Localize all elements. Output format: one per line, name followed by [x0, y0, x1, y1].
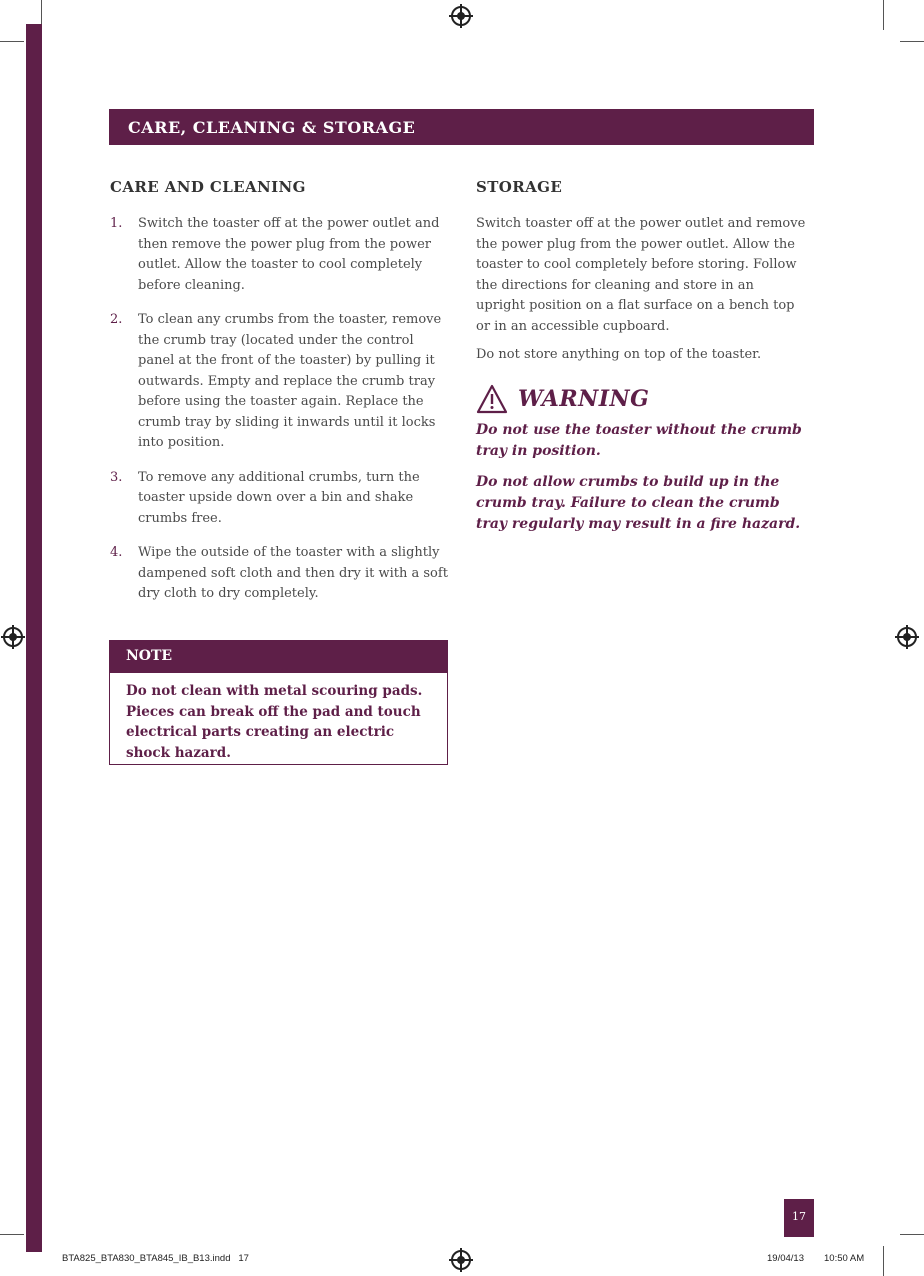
section-title: CARE, CLEANING & STORAGE — [109, 109, 814, 145]
storage-paragraph: Switch toaster off at the power outlet and remove the power plug from the power outlet. Allow the toaster to cool completely before storing. Follow the directions for cleaning and store in an upright position on a flat surface on a bench top or in an accessible cupboard. — [476, 216, 806, 334]
care-step: 4. Wipe the outside of the toaster with a slightly dampened soft cloth and then dry it with a soft dry cloth to dry completely. — [110, 545, 448, 601]
care-step: 2. To clean any crumbs from the toaster, remove the crumb tray (located under the control panel at the front of the toaster) by pulling it outwards. Empty and replace the crumb tray before using the toaster again. Replace the crumb tray by sliding it inwards until it locks into position. — [110, 312, 442, 450]
crop-mark — [0, 1234, 24, 1235]
note-heading: NOTE — [110, 641, 447, 673]
registration-mark-icon — [451, 1250, 471, 1270]
storage-column — [476, 178, 806, 545]
footer-time: 10:50 AM — [824, 1253, 865, 1264]
crop-mark — [0, 41, 24, 42]
crop-mark — [41, 0, 42, 24]
warning-title — [476, 384, 806, 414]
footer-filename: BTA825_BTA830_BTA845_IB_B13.indd 17 — [62, 1253, 249, 1264]
crop-mark — [900, 1234, 924, 1235]
warning-line: Do not allow crumbs to build up in the crumb tray. Failure to clean the crumb tray regularly may result in a fire hazard. — [476, 473, 801, 532]
sidebar-strip — [26, 24, 42, 1252]
warning-heading: WARNING — [518, 385, 650, 412]
note-text: Do not clean with metal scouring pads. Pieces can break off the pad and touch electrical parts creating an electric shock hazard. — [126, 683, 423, 761]
care-step: 3. To remove any additional crumbs, turn the toaster upside down over a bin and shake crumbs free. — [110, 469, 420, 526]
note-box — [109, 640, 448, 765]
registration-mark-icon — [3, 627, 23, 647]
crop-mark — [883, 0, 884, 30]
warning-triangle-icon — [476, 384, 508, 414]
storage-paragraph: Do not store anything on top of the toaster. — [476, 347, 762, 362]
care-cleaning-column — [110, 178, 450, 619]
registration-mark-icon — [451, 6, 471, 26]
page-number: 17 — [784, 1199, 814, 1237]
care-steps-list — [110, 214, 450, 605]
care-step: 1. Switch the toaster off at the power outlet and then remove the power plug from the power outlet. Allow the toaster to cool completely before cleaning. — [110, 216, 440, 293]
care-heading: CARE AND CLEANING — [110, 178, 306, 196]
registration-mark-icon — [897, 627, 917, 647]
crop-mark — [900, 41, 924, 42]
storage-heading: STORAGE — [476, 178, 563, 196]
warning-line: Do not use the toaster without the crumb tray in position. — [476, 421, 802, 459]
crop-mark — [883, 1246, 884, 1276]
footer-date: 19/04/13 — [767, 1253, 804, 1264]
